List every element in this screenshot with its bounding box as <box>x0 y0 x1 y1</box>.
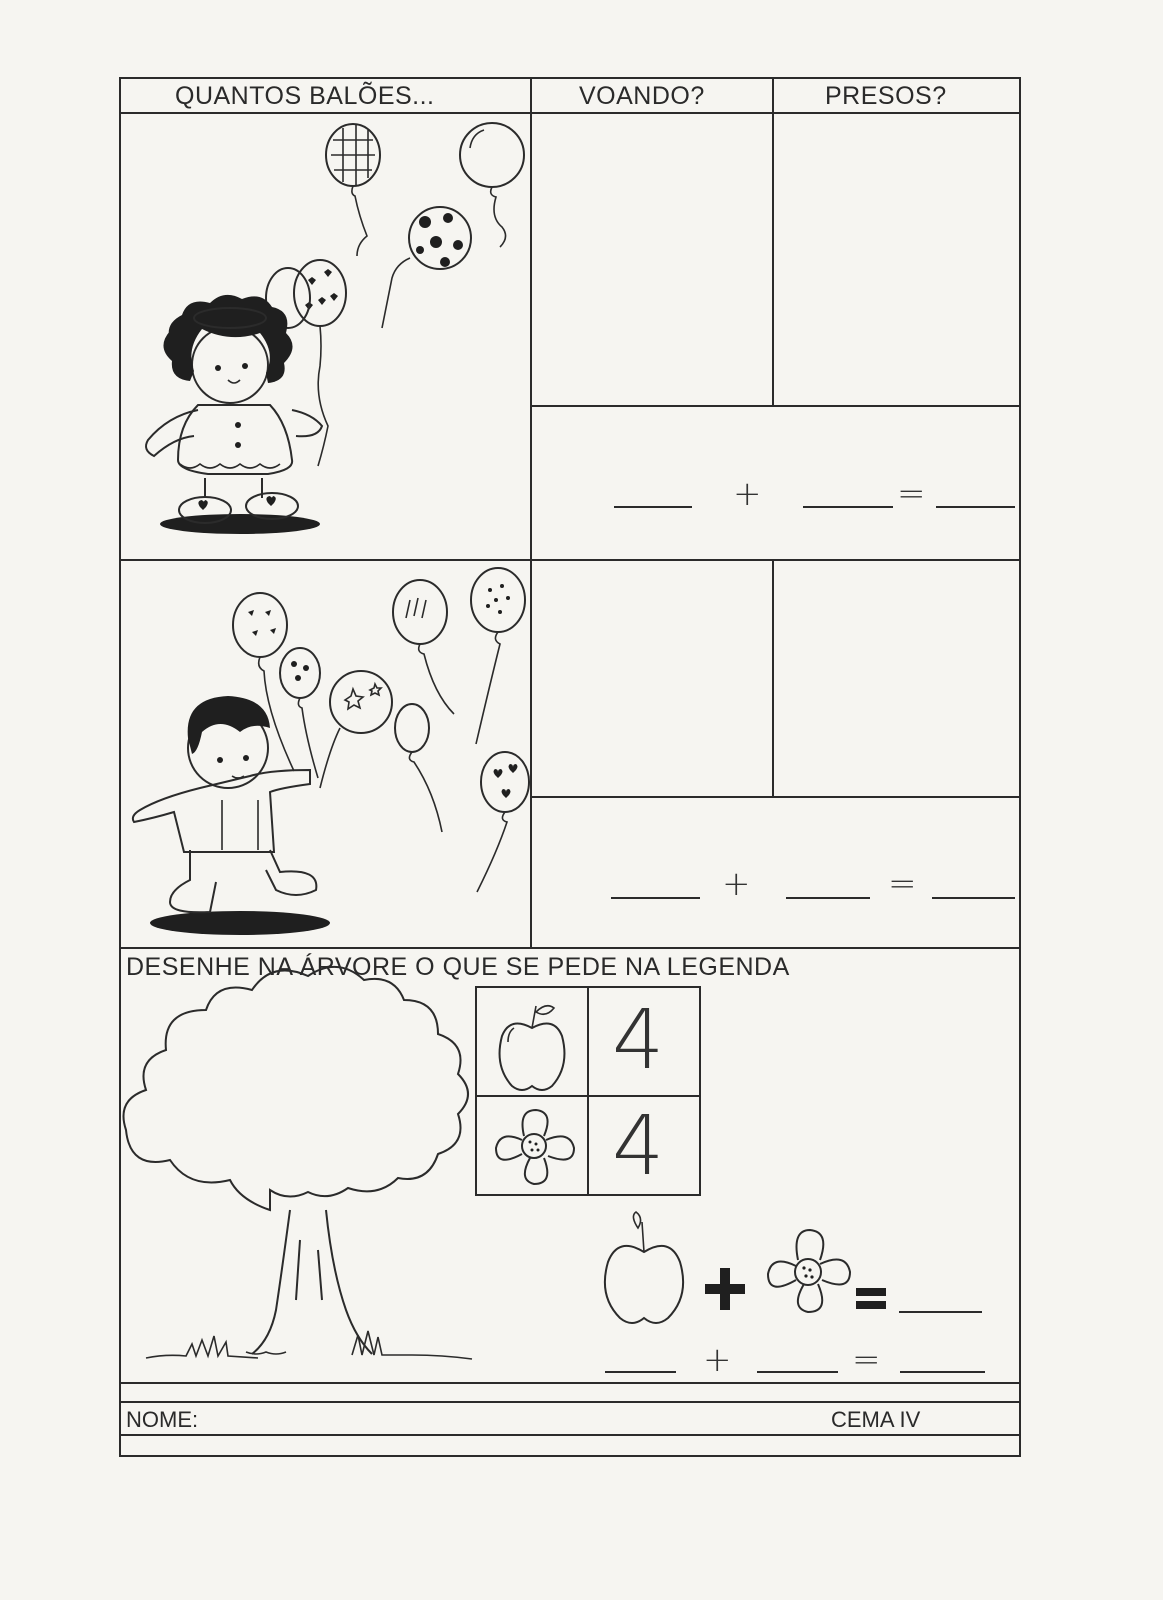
row1-equals-sign: = <box>897 474 926 514</box>
footer-school-label: CEMA IV <box>831 1407 921 1432</box>
footer-name-label: NOME: <box>126 1407 199 1432</box>
legend-apple-count: 4 <box>612 993 665 1088</box>
section3-instruction: DESENHE NA ÁRVORE O QUE SE PEDE NA LEGENDA <box>126 953 790 981</box>
equation-flower-icon <box>768 1230 850 1312</box>
row2-equals-sign: = <box>888 864 917 904</box>
legend-flower-count: 4 <box>612 1099 665 1194</box>
row2-plus-sign: + <box>722 864 751 904</box>
equation-apple-icon <box>605 1212 683 1323</box>
header-quantos-baloes: QUANTOS BALÕES... <box>175 82 435 110</box>
header-voando: VOANDO? <box>579 82 705 110</box>
section3-plus-sign: + <box>703 1340 732 1380</box>
row1-plus-sign: + <box>733 474 762 514</box>
equation-bold-equals <box>856 1288 886 1309</box>
equation-bold-plus <box>705 1268 745 1310</box>
section3-equals-sign: = <box>852 1340 881 1380</box>
header-presos: PRESOS? <box>825 82 947 110</box>
